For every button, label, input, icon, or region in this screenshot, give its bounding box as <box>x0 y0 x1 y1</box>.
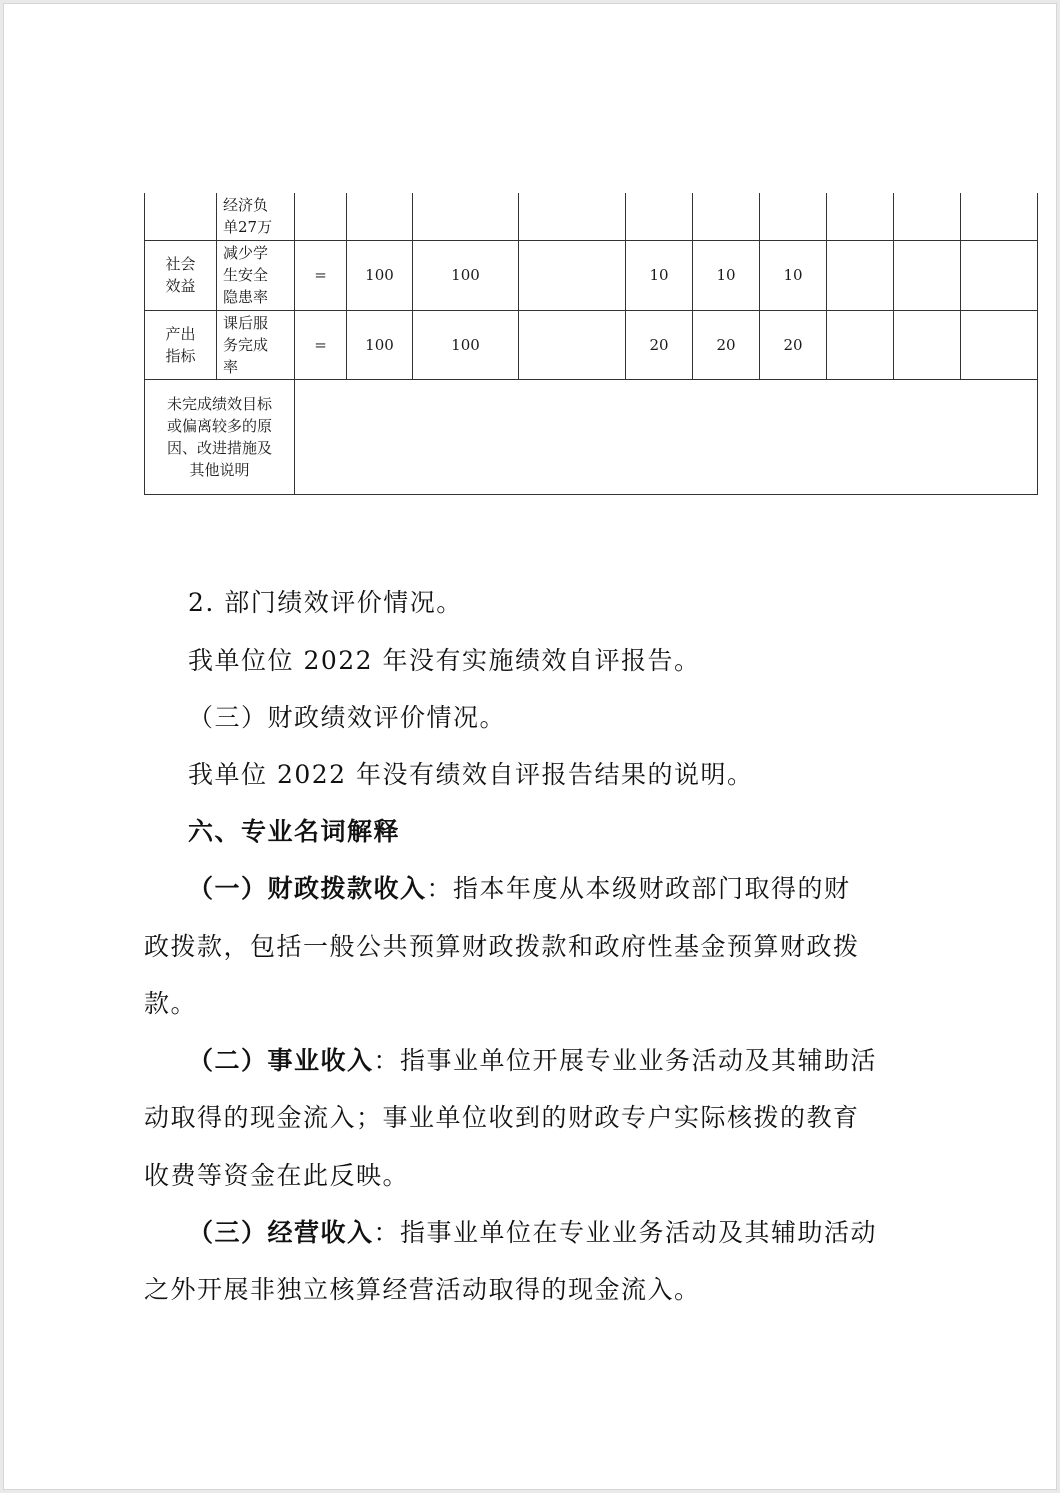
empty-cell <box>961 193 1038 240</box>
empty-cell <box>827 193 894 240</box>
blank-cell <box>519 193 626 240</box>
empty-cell <box>827 240 894 310</box>
empty-cell <box>961 310 1038 379</box>
body-paragraph: 我单位 2022 年没有绩效自评报告结果的说明。 <box>188 760 754 789</box>
table-row <box>145 379 1038 494</box>
section-paragraph: 2. 部门绩效评价情况。 <box>188 588 463 617</box>
body-paragraph: 我单位位 2022 年没有实施绩效自评报告。 <box>188 646 701 675</box>
definition-text-line: 之外开展非独立核算经营活动取得的现金流入。 <box>144 1275 701 1304</box>
table-row <box>145 310 1038 379</box>
blank-cell <box>519 240 626 310</box>
note-value-cell <box>295 379 1038 494</box>
category-cell: 社会 效益 <box>145 240 217 310</box>
score-cell: 20 <box>760 310 827 379</box>
actual-cell <box>413 193 519 240</box>
category-cell: 产出 指标 <box>145 310 217 379</box>
symbol-cell: = <box>295 310 347 379</box>
definition-text: ：指事业单位开展专业业务活动及其辅助活 <box>373 1046 878 1075</box>
symbol-cell: = <box>295 240 347 310</box>
definition-paragraph <box>188 1032 877 1090</box>
table-row <box>145 193 1038 240</box>
target-cell: 100 <box>347 240 413 310</box>
score-cell: 10 <box>693 240 760 310</box>
empty-cell <box>894 310 961 379</box>
document-page <box>4 4 1056 1489</box>
section-paragraph: （三）财政绩效评价情况。 <box>188 703 507 732</box>
table-row <box>145 240 1038 310</box>
weight-cell <box>626 193 693 240</box>
performance-table <box>144 193 1038 495</box>
indicator-cell: 经济负 单27万 <box>217 193 295 240</box>
definition-term: （一）财政拨款收入 <box>188 874 427 903</box>
empty-cell <box>827 310 894 379</box>
empty-cell <box>894 240 961 310</box>
definition-text-line: 收费等资金在此反映。 <box>144 1161 410 1190</box>
definition-text: ：指事业单位在专业业务活动及其辅助活动 <box>373 1218 878 1247</box>
section-heading: 六、专业名词解释 <box>188 817 401 846</box>
weight-cell: 10 <box>626 240 693 310</box>
score-cell: 10 <box>760 240 827 310</box>
category-cell <box>145 193 217 240</box>
note-label-cell: 未完成绩效目标 或偏离较多的原 因、改进措施及 其他说明 <box>145 379 295 494</box>
definition-paragraph <box>188 860 851 918</box>
blank-cell <box>519 310 626 379</box>
score-cell <box>693 193 760 240</box>
indicator-cell: 减少学 生安全 隐患率 <box>217 240 295 310</box>
indicator-cell: 课后服 务完成 率 <box>217 310 295 379</box>
empty-cell <box>894 193 961 240</box>
score-cell: 20 <box>693 310 760 379</box>
weight-cell: 20 <box>626 310 693 379</box>
definition-term: （三）经营收入 <box>188 1218 374 1247</box>
actual-cell: 100 <box>413 310 519 379</box>
symbol-cell <box>295 193 347 240</box>
target-cell: 100 <box>347 310 413 379</box>
definition-paragraph <box>188 1204 877 1262</box>
definition-text-line: 政拨款，包括一般公共预算财政拨款和政府性基金预算财政拨 <box>144 932 860 961</box>
score-cell <box>760 193 827 240</box>
actual-cell: 100 <box>413 240 519 310</box>
definition-term: （二）事业收入 <box>188 1046 374 1075</box>
empty-cell <box>961 240 1038 310</box>
target-cell <box>347 193 413 240</box>
definition-text: ：指本年度从本级财政部门取得的财 <box>426 874 851 903</box>
definition-text-line: 动取得的现金流入；事业单位收到的财政专户实际核拨的教育 <box>144 1103 860 1132</box>
definition-text-line: 款。 <box>144 989 198 1018</box>
